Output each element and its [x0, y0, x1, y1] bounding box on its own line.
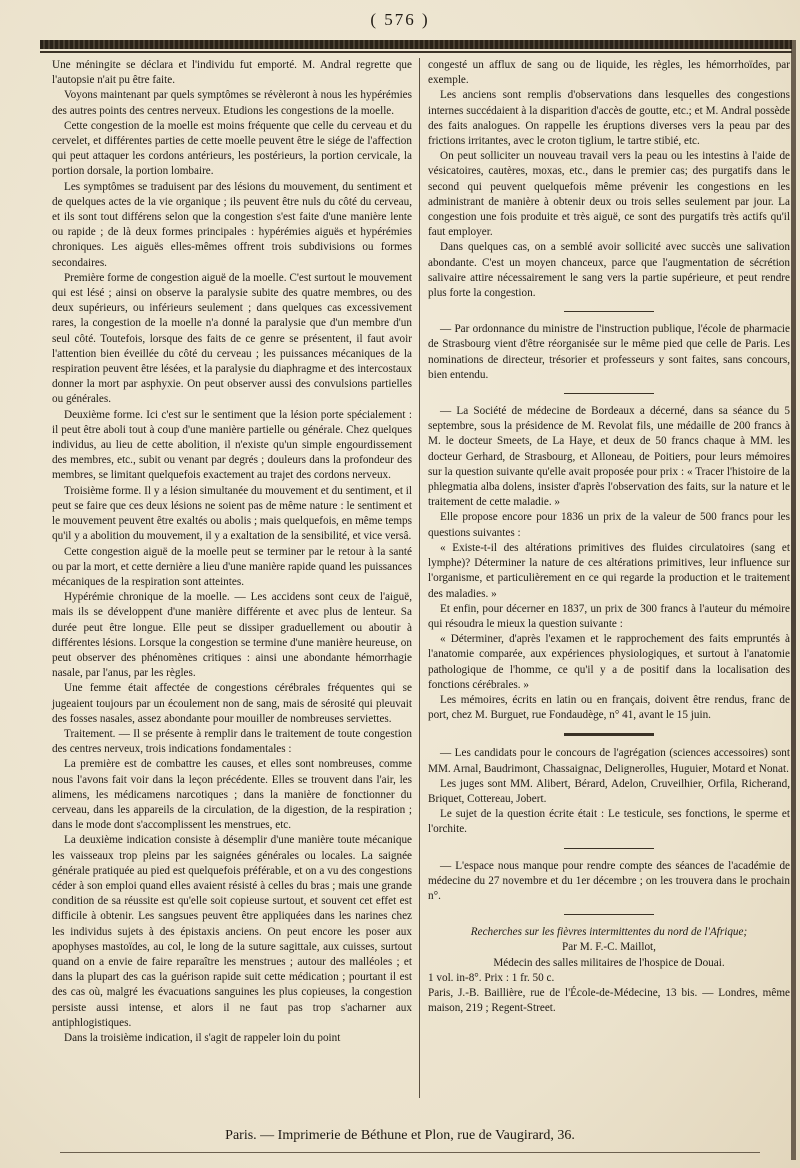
- header-rule-thin: [40, 51, 792, 53]
- paragraph: Hypérémie chronique de la moelle. — Les accidens sont ceux de l'aiguë, mais ils se développent d'une manière différente et avec plus de lenteur. Sa durée peut être longue. Elle peut se dissiper graduellement ou aboutir à différentes lésions. Lorsque la congestion se termine d'une manière heureuse, on peut observer des phénomènes critiques : ainsi une abondante hémorrhagie nasale, par l'anus, par les règles.: [52, 591, 412, 680]
- section-separator: [564, 393, 654, 394]
- paragraph: Dans la troisième indication, il s'agit de rappeler loin du point: [64, 1032, 341, 1044]
- footer-imprint: Paris. — Imprimerie de Béthune et Plon, rue de Vaugirard, 36.: [225, 1128, 575, 1143]
- page-number: ( 576 ): [370, 10, 430, 29]
- paragraph: Voyons maintenant par quels symptômes se révèleront à nous les hypérémies des autres points des centres nerveux. Etudions les congestions de la moelle.: [52, 89, 412, 117]
- paragraph: Et enfin, pour décerner en 1837, un prix de 300 francs à l'auteur du mémoire qui résoudra le mieux la question suivante :: [428, 602, 790, 630]
- header-rule: [40, 40, 792, 49]
- paragraph: Le sujet de la question écrite était : Le testicule, ses fonctions, le sperme et l'orchite.: [428, 808, 790, 836]
- book-author: Par M. F.-C. Maillot,: [562, 941, 656, 954]
- book-author-role: Médecin des salles militaires de l'hospice de Douai.: [493, 956, 725, 969]
- paragraph: Première forme de congestion aiguë de la moelle. C'est surtout le mouvement qui est lésé ; ainsi on observe la paralysie subite des quatre membres, ou des deux supérieurs, ou inférieurs seulement ; dans quelques cas excessivement rares, la congestion de la moelle n'a donné la paralysie que d'un membre d'un seul côté. Toutefois, lorsque des faits de ce genre se présentent, il faut avoir l'attention bien éveillée du côté du cerveau ; les puissances mécaniques de la respiration peuvent être lésées, et la paralysie du diaphragme et des intercostaux donner la mort par asphyxie. On peut observer aussi des convulsions partielles ou générales.: [52, 271, 412, 406]
- paragraph: Elle propose encore pour 1836 un prix de la valeur de 500 francs pour les questions suivantes :: [428, 511, 790, 539]
- paragraph: Dans quelques cas, on a semblé avoir sollicité avec succès une salivation abondante. C'est un moyen chanceux, parce que l'augmentation de sécrétion salivaire attire nécessairement le sang vers la partie supérieure, et peut rendre plus forte la congestion.: [428, 241, 790, 300]
- paragraph: Cette congestion aiguë de la moelle peut se terminer par le retour à la santé ou par la mort, et cette dernière a lieu d'une manière rapide quand les puissances mécaniques de la respiration sont atteintes.: [52, 545, 412, 588]
- paragraph: Les juges sont MM. Alibert, Bérard, Adelon, Cruveilhier, Orfila, Richerand, Briquet, Cottereau, Jobert.: [428, 777, 790, 805]
- paragraph: « Déterminer, d'après l'examen et le rapprochement des faits empruntés à l'anatomie comparée, aux expériences physiologiques, et surtout à l'anatomie pathologique de l'homme, ce qu'il y a de positif dans la localisation des fonctions cérébrales. »: [428, 633, 790, 691]
- section-separator: [564, 848, 654, 849]
- paragraph: congesté un afflux de sang ou de liquide, les règles, les hémorrhoïdes, par exemple.: [428, 59, 790, 87]
- paragraph: Les symptômes se traduisent par des lésions du mouvement, du sentiment et de quelques actes de la vie organique ; ils peuvent être nuls du côté du cerveau, et ils sont tout différens selon que la congestion s'est faite d'une manière lente ou rapide ; de là deux formes principales : hypérémies aiguës et hypérémies chroniques. Les aiguës elles-mêmes offrent trois subdivisions ou formes secondaires.: [52, 180, 412, 269]
- section-separator: [564, 733, 654, 736]
- paragraph: Une méningite se déclara et l'individu fut emporté. M. Andral regrette que l'autopsie n'ait pu être faite.: [52, 59, 412, 87]
- paragraph: Deuxième forme. Ici c'est sur le sentiment que la lésion porte spécialement : il peut être aboli tout à coup d'une manière partielle ou générale. Chez quelques individus, au lieu de cette abolition, il n'existe qu'un simple engourdissement des membres, etc., subit ou venant par degrés ; douleurs dans la profondeur des membres, se limitant quelquefois exactement au trajet des cordons nerveux.: [52, 408, 412, 482]
- paragraph: La première est de combattre les causes, et elles sont nombreuses, comme nous l'avons fait voir dans la leçon précédente. Elles se trouvent dans l'air, les alimens, les médicamens narcotiques ; dans la manière de fonctionner du cerveau, dans les appareils de la circulation, de la digestion, de la respiration ; dans le mode dont s'accomplissent les menstrues, etc.: [52, 758, 412, 832]
- news-item-agregation: — Les candidats pour le concours de l'agrégation (sciences accessoires) sont MM. Arnal, Baudrimont, Chassaignac, Delignerolles, Huguier, Motard et Nonat.: [428, 747, 790, 775]
- paragraph: Cette congestion de la moelle est moins fréquente que celle du cerveau et du cervelet, et différentes parties de cette moelle peuvent être le siége de l'affection qui peut attaquer les cordons antérieurs, les postérieurs, la portion cervicale, la portion dorsale, la portion lombaire.: [52, 119, 412, 178]
- news-item-espace: — L'espace nous manque pour rendre compte des séances de l'académie de médecine du 27 novembre et du 1er décembre ; on les trouvera dans le prochain n°.: [428, 859, 790, 902]
- footer-rule: [60, 1152, 760, 1153]
- section-separator: [564, 914, 654, 915]
- book-publisher: Paris, J.-B. Baillière, rue de l'École-de-Médecine, 13 bis. — Londres, même maison, 219 ; Regent-Street.: [428, 986, 790, 1015]
- news-item-ecole: — Par ordonnance du ministre de l'instruction publique, l'école de pharmacie de Strasbourg vient d'être réorganisée sur le même pied que celle de Paris. Les nominations de directeur, trésorier et professeurs y sont faites, sans concours, bien entendu.: [428, 323, 790, 381]
- paragraph: Les anciens sont remplis d'observations dans lesquelles des congestions internes succédaient à la disparition d'accès de goutte, etc.; et M. Andral possède des faits analogues. On rappelle les éruptions diverses vers la peau par des frictions irritantes, avec le croton tiglium, le tartre stibié, etc.: [428, 89, 790, 148]
- column-divider: [419, 58, 420, 1098]
- book-price: 1 vol. in-8°. Prix : 1 fr. 50 c.: [428, 971, 555, 984]
- paragraph: Troisième forme. Il y a lésion simultanée du mouvement et du sentiment, et il peut se faire que ces deux lésions ne soient pas de même nature : le sentiment et le mouvement peuvent être exaltés ou abolis ; mais quelquefois, en même temps qu'il y a abolition du mouvement, il y a exaltation de la sensibilité, et vice versâ.: [52, 484, 412, 543]
- paragraph: On peut solliciter un nouveau travail vers la peau ou les intestins à l'aide de vésicatoires, cautères, moxas, etc., dans le premier cas; des purgatifs dans le second qui peuvent quelquefois même prévenir les congestions en les administrant de manière à obtenir deux ou trois selles seulement par jour. La congestion une fois produite et très aiguë, ce sont des purgatifs très actifs qu'il faut employer.: [428, 150, 790, 239]
- paragraph: « Existe-t-il des altérations primitives des fluides circulatoires (sang et lymphe)? Déterminer la nature de ces altérations primitives, leur influence sur l'organisme, et particulièrement en ce qui regarde la production et le traitement des maladies. »: [428, 541, 790, 600]
- paragraph: Traitement. — Il se présente à remplir dans le traitement de toute congestion des centres nerveux, trois indications fondamentales :: [52, 727, 412, 756]
- paragraph: La deuxième indication consiste à désemplir d'une manière toute mécanique les vaisseaux trop pleins par les saignées générales ou locales. La saignée générale pratiquée au pied est quelquefois préférable, et on a vu des congestions céder à son emploi quand elles avaient résisté à celles du bras ; mais une grande condition de sa réussite est qu'elle soit copieuse surtout, et souvent cet effet est difficile à obtenir. Les sangsues peuvent être appliquées dans les narines chez les individus sujets à des épistaxis anciens. On peut encore les poser aux apophyses mastoïdes, au col, le long de la suture sagittale, aux cuisses, surtout quand on a envie de faire reparaître les menstrues ; autour des malléoles ; et dans la plupart des cas la guérison rapide suit cette médication ; pourtant il est des cas où, malgré les évacuations sanguines les plus copieuses, la congestion persiste aussi intense, et alors il ne faut pas trop s'acharner aux antiphlogistiques.: [52, 834, 412, 1029]
- right-column: [428, 58, 790, 1016]
- left-column: [52, 58, 412, 1046]
- book-title: Recherches sur les fièvres intermittentes du nord de l'Afrique;: [470, 926, 748, 939]
- paragraph: Une femme était affectée de congestions cérébrales fréquentes qui se jugeaient toujours par un écoulement non de sang, mais de sérosité qui pleuvait des fosses nasales, assez abondante pour mouiller de nombreuses serviettes.: [52, 682, 412, 725]
- page-edge: [791, 40, 796, 1160]
- news-item-societe: — La Société de médecine de Bordeaux a décerné, dans sa séance du 5 septembre, sous la présidence de M. Revolat fils, une médaille de 200 francs à M. le docteur Smeets, de La Haye, et deux de 50 francs chaque à MM. les docteur Gerhard, de Strasbourg, et Alloneau, de Poitiers, pour leurs mémoires sur la question suivante qu'elle avait proposée pour prix : « Tracer l'histoire de la phlegmatia alba dolens, insister d'après l'observation des faits, sur la nature et le traitement de cette maladie. »: [428, 405, 790, 509]
- paragraph: Les mémoires, écrits en latin ou en français, doivent être rendus, franc de port, chez M. Burguet, rue Fondaudège, n° 41, avant le 15 juin.: [428, 693, 790, 722]
- section-separator: [564, 311, 654, 312]
